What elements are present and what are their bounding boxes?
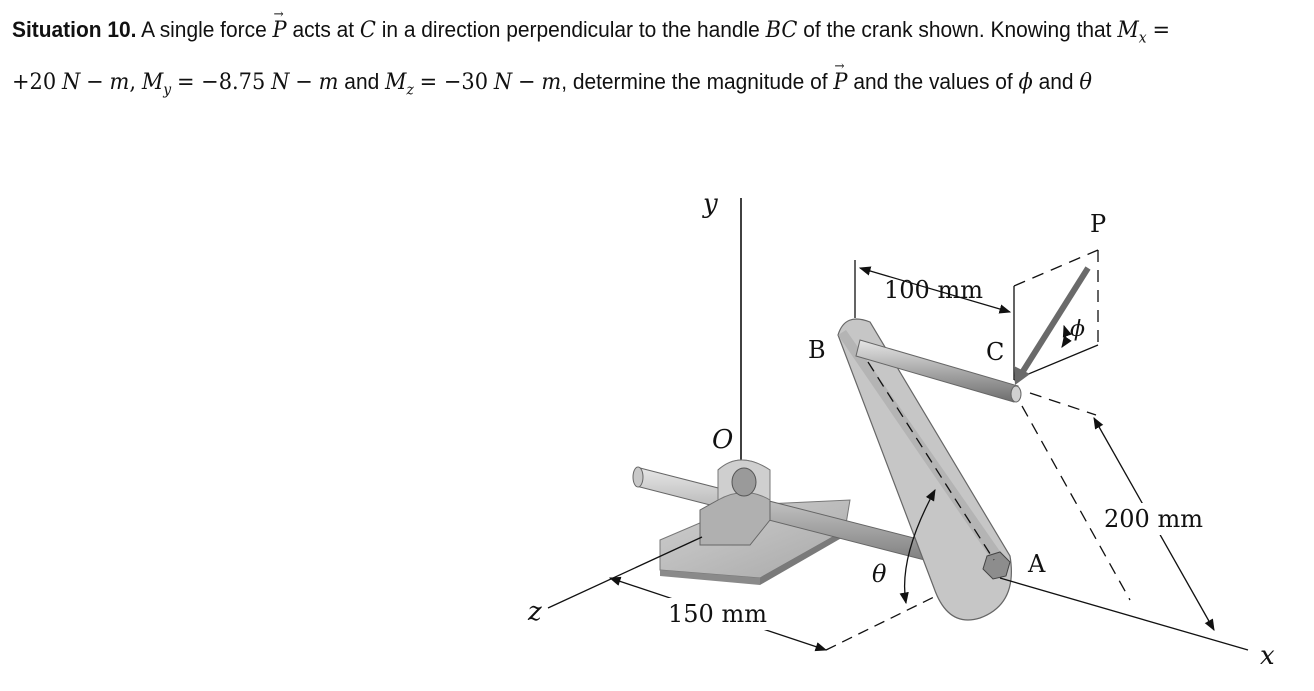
unit-dash: − bbox=[295, 68, 313, 95]
problem-heading: Situation 10. bbox=[12, 17, 137, 42]
moment-mx: $M_x$ bbox=[1117, 17, 1147, 47]
point-a-label: A bbox=[1028, 550, 1046, 578]
text-fragment: in a direction perpendicular to the handle bbox=[381, 17, 760, 42]
my-value: = −8.75 bbox=[176, 68, 266, 95]
unit-n: N bbox=[271, 68, 290, 95]
text-fragment: and bbox=[1038, 68, 1074, 94]
theta-symbol: θ bbox=[1079, 68, 1092, 95]
moment-mz: $M_z$ bbox=[385, 68, 414, 98]
unit-m: m bbox=[541, 68, 562, 95]
dim-200-label: 200 mm bbox=[1104, 505, 1203, 533]
text-fragment: and the values of bbox=[853, 68, 1013, 94]
point-c-ref: C bbox=[359, 17, 376, 43]
phi-symbol: ϕ bbox=[1018, 68, 1033, 95]
unit-m: m bbox=[109, 68, 130, 95]
unit-n: N bbox=[61, 68, 81, 95]
unit-m: m bbox=[318, 68, 339, 95]
dim-150-label: 150 mm bbox=[668, 600, 767, 628]
mx-value: +20 bbox=[12, 68, 57, 95]
point-b-label: B bbox=[808, 336, 826, 364]
unit-dash: − bbox=[517, 68, 536, 95]
vector-p: → P bbox=[833, 60, 847, 104]
text-fragment: acts at bbox=[292, 17, 355, 42]
unit-n: N bbox=[493, 68, 513, 95]
angle-theta-label: θ bbox=[872, 560, 887, 588]
text-fragment: A single force bbox=[141, 17, 267, 42]
point-c-label: C bbox=[986, 338, 1005, 366]
comma: , bbox=[129, 68, 136, 95]
equals-sign: = bbox=[1152, 17, 1171, 43]
dim-100-label: 100 mm bbox=[884, 276, 983, 304]
unit-dash: − bbox=[86, 68, 104, 95]
angle-phi-label: ϕ bbox=[1070, 317, 1085, 342]
force-p-construction bbox=[1014, 250, 1098, 385]
text-fragment: and bbox=[344, 68, 380, 94]
moment-my: $M_y$ bbox=[141, 68, 172, 98]
text-fragment: , determine the magnitude of bbox=[561, 68, 828, 94]
y-axis-label: y bbox=[703, 189, 718, 219]
force-p-label: P bbox=[1090, 210, 1107, 238]
z-axis-label: z bbox=[528, 597, 542, 627]
handle-bc-ref: BC bbox=[765, 17, 798, 43]
text-fragment: of the crank shown. Knowing that bbox=[803, 17, 1112, 42]
vector-p: → P bbox=[273, 8, 287, 52]
c-reference-line bbox=[1030, 393, 1096, 415]
mz-value: = −30 bbox=[419, 68, 489, 95]
x-axis-label: x bbox=[1260, 641, 1275, 671]
origin-label: O bbox=[712, 425, 734, 455]
